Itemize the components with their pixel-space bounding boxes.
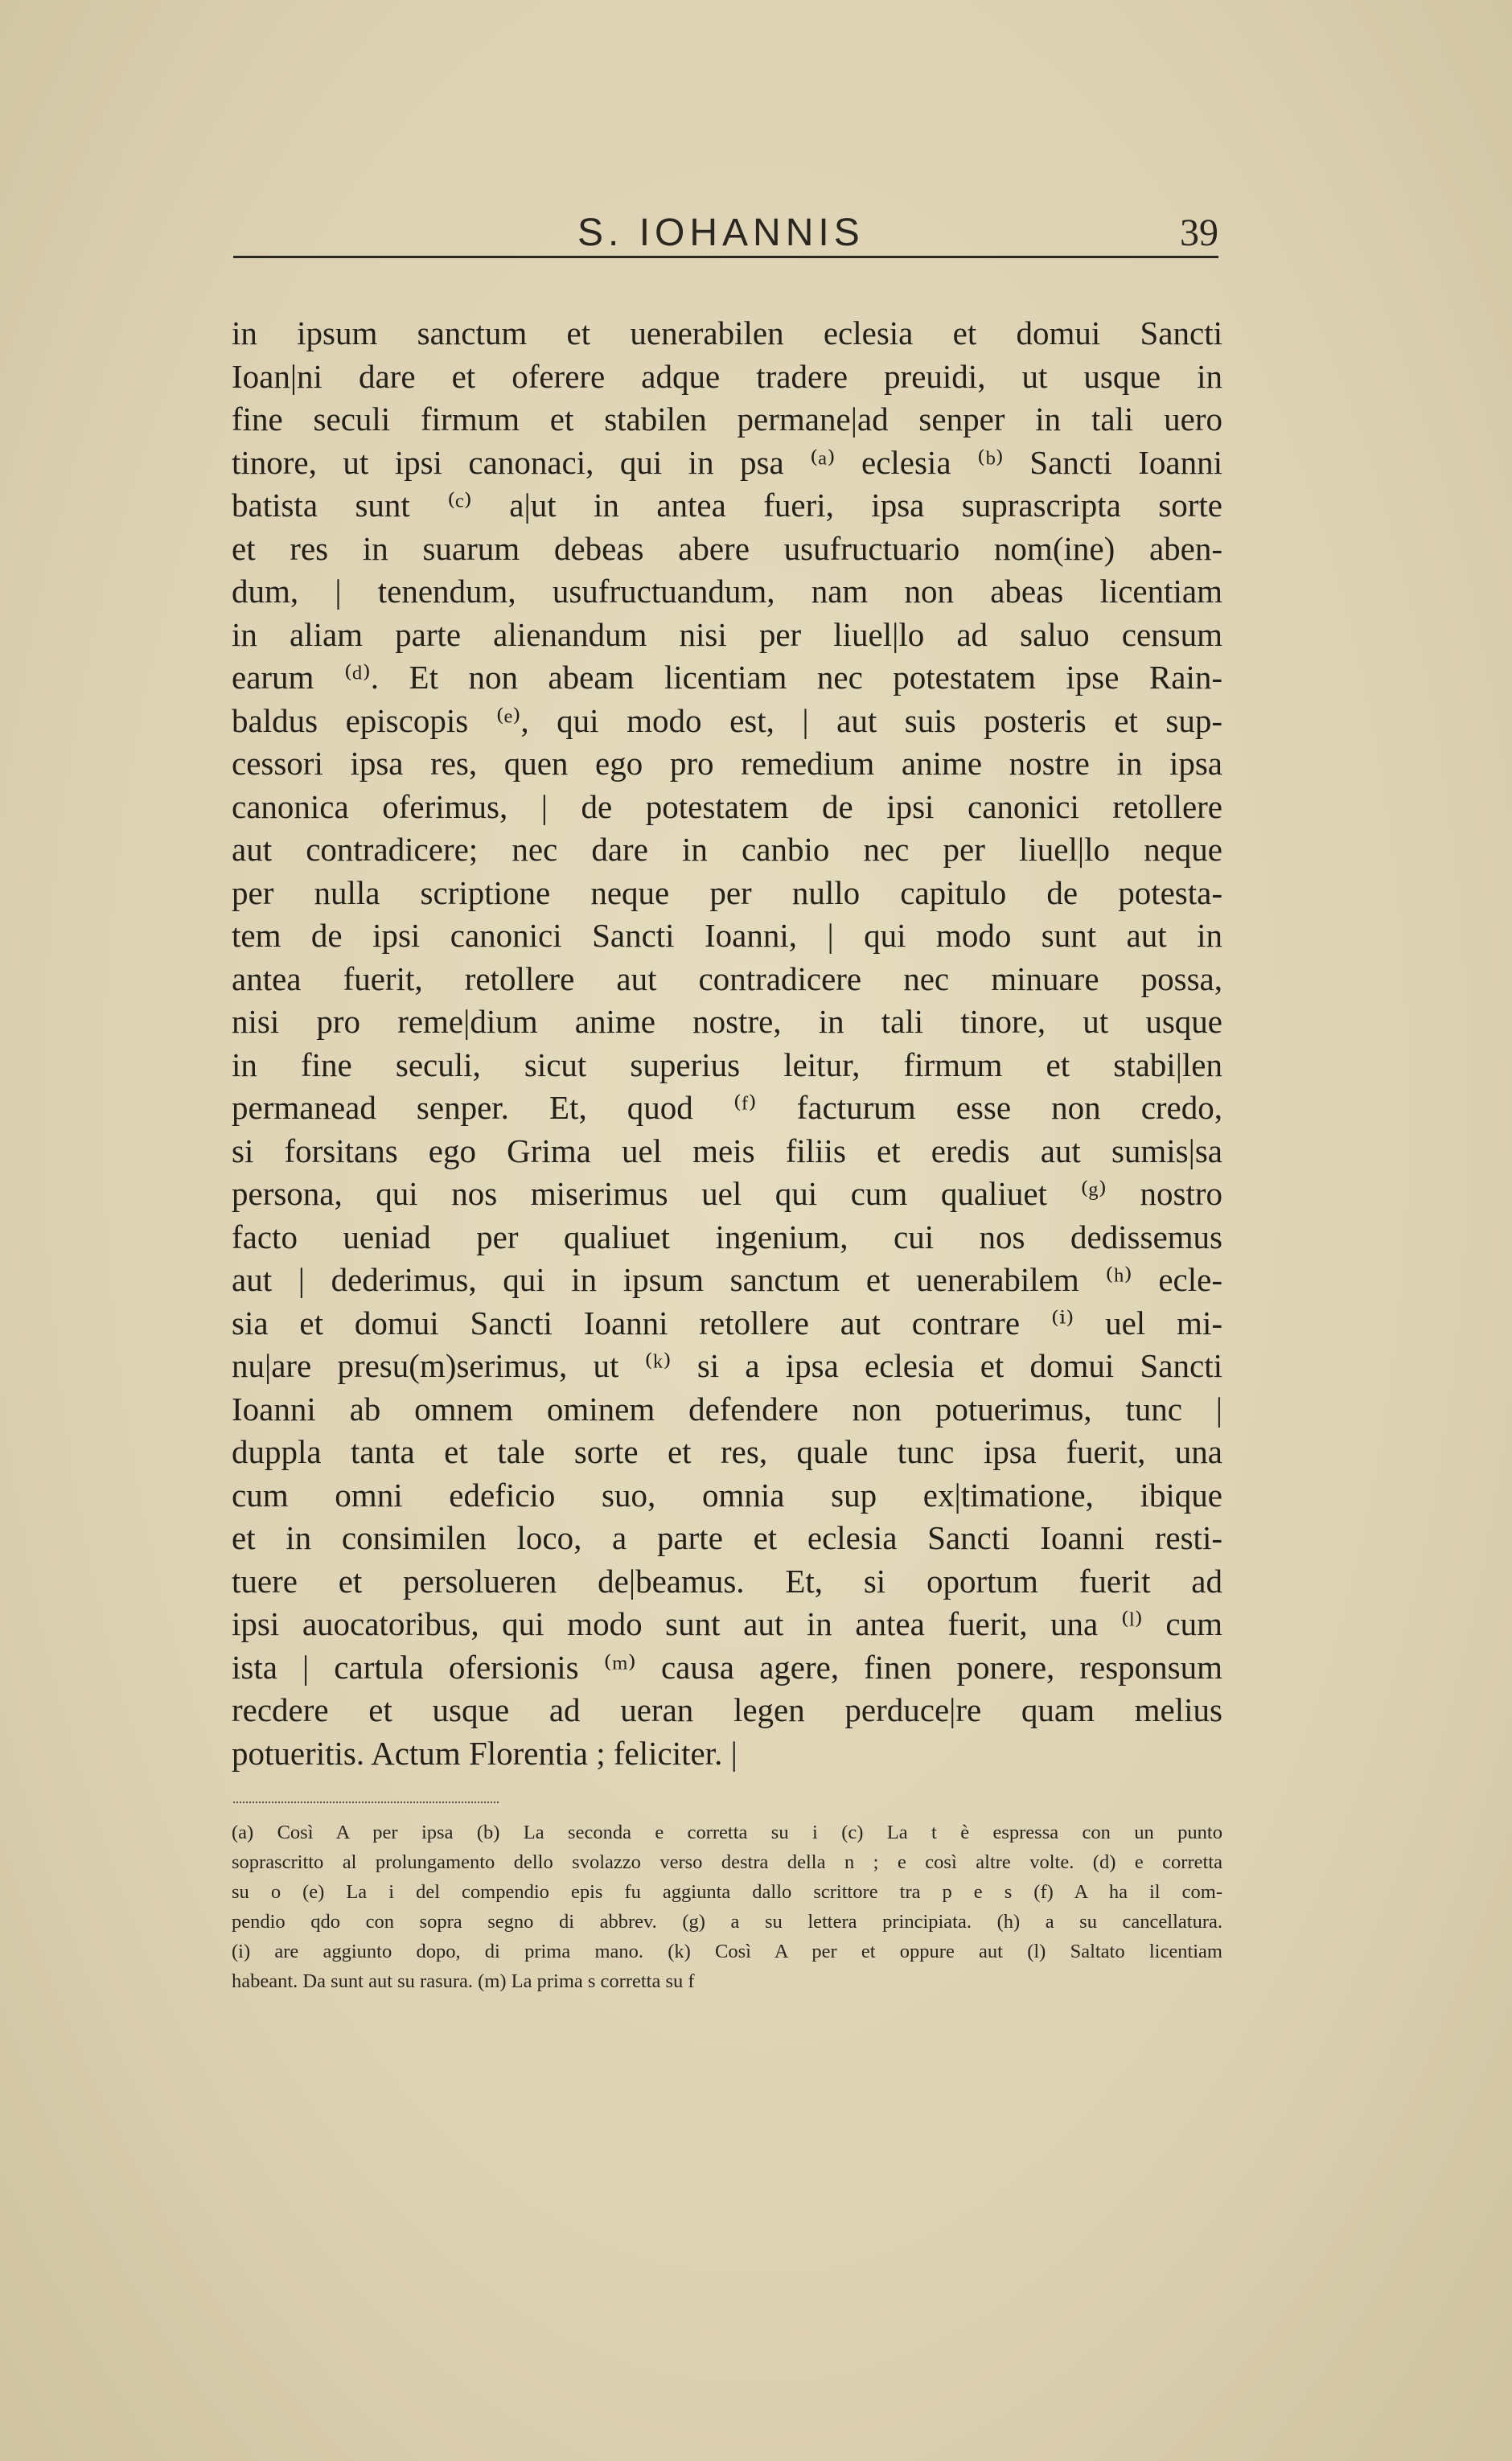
footnote-line: pendio qdo con sopra segno di abbrev. (g) a su lettera principiata. (h) a su cancellatura. bbox=[232, 1911, 1222, 1933]
text-line: in ipsum sanctum et uenerabilen eclesia et domui Sancti bbox=[232, 314, 1222, 351]
footnote-line: su o (e) La i del compendio epis fu aggiunta dallo scrittore tra p e s (f) A ha il com- bbox=[232, 1881, 1222, 1903]
page-number: 39 bbox=[1180, 212, 1218, 254]
text-line: permanead senper. Et, quod ⁽ᶠ⁾ facturum esse non credo, bbox=[232, 1089, 1222, 1126]
text-line: Ioanni ab omnem ominem defendere non potuerimus, tunc | bbox=[232, 1390, 1222, 1428]
text-line: nisi pro reme|dium anime nostre, in tali tinore, ut usque bbox=[232, 1003, 1222, 1040]
text-line: baldus episcopis ⁽ᵉ⁾, qui modo est, | aut suis posteris et sup- bbox=[232, 701, 1222, 739]
header-rule bbox=[233, 256, 1218, 258]
text-line: potueritis. Actum Florentia ; feliciter. | bbox=[232, 1734, 738, 1772]
text-line: fine seculi firmum et stabilen permane|ad senper in tali uero bbox=[232, 401, 1222, 438]
footnotes bbox=[232, 1818, 1222, 1996]
text-line: earum ⁽ᵈ⁾. Et non abeam licentiam nec potestatem ipse Rain- bbox=[232, 659, 1222, 696]
page-header bbox=[233, 211, 1218, 259]
footnote-line: (a) Così A per ipsa (b) La seconda e corretta su i (c) La t è espressa con un punto bbox=[232, 1822, 1222, 1843]
running-title: S. IOHANNIS bbox=[577, 212, 865, 254]
text-line: persona, qui nos miserimus uel qui cum qualiuet ⁽ᵍ⁾ nostro bbox=[232, 1175, 1222, 1212]
text-line: tem de ipsi canonici Sancti Ioanni, | qui modo sunt aut in bbox=[232, 917, 1222, 954]
text-line: batista sunt ⁽ᶜ⁾ a|ut in antea fueri, ipsa suprascripta sorte bbox=[232, 487, 1222, 524]
footnote-line: (i) are aggiunto dopo, di prima mano. (k) Così A per et oppure aut (l) Saltato licentiam bbox=[232, 1941, 1222, 1962]
text-line: dum, | tenendum, usufructuandum, nam non abeas licentiam bbox=[232, 573, 1222, 610]
text-line: tuere et persolueren de|beamus. Et, si oportum fuerit ad bbox=[232, 1562, 1222, 1600]
text-line: ista | cartula ofersionis ⁽ᵐ⁾ causa agere, finen ponere, responsum bbox=[232, 1648, 1222, 1686]
footnote-rule bbox=[233, 1802, 499, 1803]
text-line: nu|are presu(m)serimus, ut ⁽ᵏ⁾ si a ipsa eclesia et domui Sancti bbox=[232, 1347, 1222, 1384]
text-line: et res in suarum debeas abere usufructuario nom(ine) aben- bbox=[232, 529, 1222, 567]
text-line: per nulla scriptione neque per nullo capitulo de potesta- bbox=[232, 873, 1222, 911]
text-line: aut contradicere; nec dare in canbio nec per liuel|lo neque bbox=[232, 831, 1222, 868]
footnote-line: habeant. Da sunt aut su rasura. (m) La prima s corretta su f bbox=[232, 1970, 695, 1992]
text-line: Ioan|ni dare et oferere adque tradere preuidi, ut usque in bbox=[232, 357, 1222, 395]
text-line: cum omni edeficio suo, omnia sup ex|timatione, ibique bbox=[232, 1476, 1222, 1514]
text-line: recdere et usque ad ueran legen perduce|re quam melius bbox=[232, 1691, 1222, 1728]
footnote-line: soprascritto al prolungamento dello svolazzo verso destra della n ; e così altre volte. (d) e corretta bbox=[232, 1851, 1222, 1873]
text-line: si forsitans ego Grima uel meis filiis et eredis aut sumis|sa bbox=[232, 1132, 1222, 1169]
text-line: et in consimilen loco, a parte et eclesia Sancti Ioanni resti- bbox=[232, 1519, 1222, 1556]
text-line: tinore, ut ipsi canonaci, qui in psa ⁽ᵃ⁾ eclesia ⁽ᵇ⁾ Sancti Ioanni bbox=[232, 443, 1222, 481]
text-line: sia et domui Sancti Ioanni retollere aut contrare ⁽ⁱ⁾ uel mi- bbox=[232, 1304, 1222, 1341]
text-line: canonica oferimus, | de potestatem de ipsi canonici retollere bbox=[232, 787, 1222, 825]
text-line: aut | dederimus, qui in ipsum sanctum et uenerabilem ⁽ʰ⁾ ecle- bbox=[232, 1261, 1222, 1298]
text-line: duppla tanta et tale sorte et res, quale tunc ipsa fuerit, una bbox=[232, 1433, 1222, 1470]
text-line: cessori ipsa res, quen ego pro remedium anime nostre in ipsa bbox=[232, 745, 1222, 782]
text-line: facto ueniad per qualiuet ingenium, cui nos dedissemus bbox=[232, 1218, 1222, 1255]
text-line: in aliam parte alienandum nisi per liuel|lo ad saluo censum bbox=[232, 615, 1222, 653]
text-line: in fine seculi, sicut superius leitur, firmum et stabi|len bbox=[232, 1046, 1222, 1083]
text-line: antea fuerit, retollere aut contradicere nec minuare possa, bbox=[232, 959, 1222, 997]
text-line: ipsi auocatoribus, qui modo sunt aut in antea fuerit, una ⁽ˡ⁾ cum bbox=[232, 1605, 1222, 1642]
charter-text bbox=[232, 312, 1222, 1775]
